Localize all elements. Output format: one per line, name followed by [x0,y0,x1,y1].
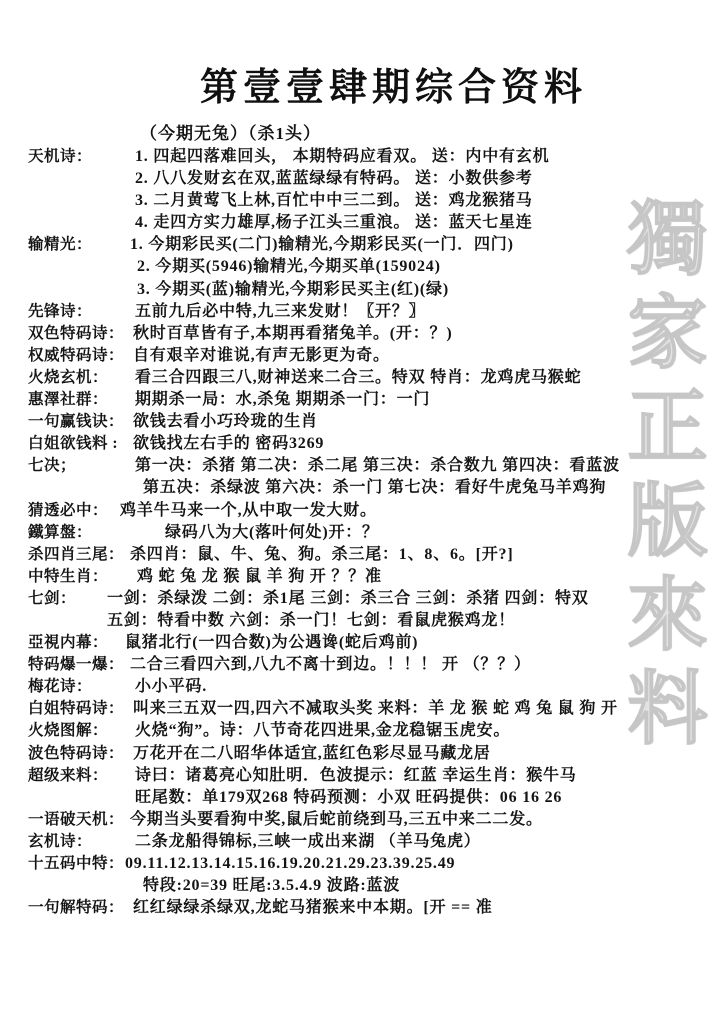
row-text: 二合三看四六到,八九不离十到边。！！！ 开 （？？） [130,656,531,674]
row-text: 杀四肖：鼠、牛、兔、狗。杀三尾：1、8、6。[开?] [130,545,514,563]
row-line [28,831,723,853]
row-line [28,411,723,433]
row-line [28,279,723,301]
row-label: 七剑： [28,589,77,607]
row-text: 五剑：特看中数 六剑：杀一门！七剑：看鼠虎猴鸡龙！ [107,611,516,629]
row-line [28,632,723,654]
row-label: 超级来料： [28,766,109,784]
row-line [28,522,723,544]
row-line [28,477,723,499]
row-label: 白姐欲钱料 : [28,435,119,453]
row-line [28,853,723,875]
row-label: 输精光： [28,236,93,254]
row-line [28,323,723,345]
row-line [28,146,723,168]
row-line [28,897,723,919]
row-line [28,168,723,190]
row-label: 特码爆一爆： [28,656,125,674]
row-text: 第一决：杀猪 第二决：杀二尾 第三决：杀合数九 第四决：看蓝波 [135,457,620,475]
row-text: 4. 走四方实力雄厚,杨子江头三重浪。 送：蓝天七星连 [135,214,533,232]
row-line [28,809,723,831]
row-label: 梅花诗： [28,678,93,696]
row-label: 火烧图解： [28,722,109,740]
row-line [28,301,723,323]
row-text: 秋时百草皆有子,本期再看猪兔羊。(开：？) [133,324,453,342]
row-label: 中特生肖： [28,567,109,585]
row-text: 万花开在二八昭华体适宜,蓝红色彩尽显马藏龙居 [133,744,491,762]
row-label: 玄机诗： [28,832,93,850]
page-title: 第壹壹肆期综合资料 [199,67,587,109]
row-line [28,389,723,411]
row-label: 惠澤社群： [28,391,109,409]
row-label: 白姐特码诗： [28,700,125,718]
row-label: 亞視内幕： [28,634,109,652]
row-line [28,500,723,522]
row-text: 二条龙船得锦标,三峡一成出来湖 （羊马兔虎） [135,832,481,850]
row-line [28,765,723,787]
row-line [28,345,723,367]
page-subtitle: （今期无兔）（杀1头） [140,124,321,143]
row-label: 双色特码诗： [28,324,125,342]
row-text: 09.11.12.13.14.15.16.19.20.21.29.23.39.25.49 [125,855,456,872]
row-text: 绿码八为大(落叶何处)开：？ [165,523,379,541]
row-text: 自有艰辛对谁说,有声无影更为奇。 [133,346,390,364]
row-text: 鼠猪北行(一四合数)为公遇谗(蛇后鸡前) [125,634,419,652]
row-text: 小小平码. [135,678,208,696]
row-text: 今期当头要看狗中奖,鼠后蛇前绕到马,三五中来二二发。 [130,810,543,828]
content-rows [28,146,723,919]
row-text: 期期杀一局：水,杀兔 期期杀一门：一门 [135,391,431,409]
row-line [28,544,723,566]
row-line [28,610,723,632]
row-text: 1. 四起四落难回头， 本期特码应看双。 送：内中有玄机 [135,148,550,165]
row-line [28,720,723,742]
row-label: 杀四肖三尾： [28,545,125,563]
row-label: 一语破天机： [28,810,125,828]
row-text: 看三合四跟三八,财神送来二合三。特双 特肖：龙鸡虎马猴蛇 [135,368,582,386]
row-line [28,654,723,676]
row-text: 一剑：杀绿泼 二剑：杀1尾 三剑：杀三合 三剑：杀猪 四剑：特双 [107,589,589,607]
row-text: 1. 今期彩民买(二门)输精光,今期彩民买(一门．四门) [130,236,514,254]
row-text: 特段:20=39 旺尾:3.5.4.9 波路:蓝波 [143,877,401,895]
row-label: 先锋诗： [28,302,93,320]
row-line [28,566,723,588]
row-text: 红红绿绿杀绿双,龙蛇马猪猴来中本期。[开 == 准 [133,899,493,917]
row-text: 火烧“狗”。诗：八节奇花四进果,金龙稳锯玉虎安。 [135,722,511,740]
row-line [28,698,723,720]
row-line [28,588,723,610]
row-label: 火烧玄机： [28,368,109,386]
row-label: 一句解特码： [28,899,125,917]
row-text: 第五决：杀绿波 第六决：杀一门 第七决：看好牛虎兔马羊鸡狗 [143,479,607,497]
row-text: 五前九后必中特,九三来发财！〖开？〗 [135,302,426,320]
row-text: 欲钱找左右手的 密码3269 [133,435,325,453]
row-text: 2. 今期买(5946)输精光,今期买单(159024) [137,258,441,276]
watermark-text: 獨家正版來料 [615,196,703,760]
row-label: 权威特码诗： [28,346,125,364]
row-text: 鸡羊牛马来一个,从中取一发大财。 [120,501,377,519]
row-text: 欲钱去看小巧玲珑的生肖 [133,413,318,431]
row-line [28,234,723,256]
row-line [28,367,723,389]
row-text: 诗曰：诸葛亮心知肚明．色波提示：红蓝 幸运生肖：猴牛马 [135,766,577,784]
row-line [28,212,723,234]
row-text: 3. 今期买(蓝)输精光,今期彩民买主(红)(绿) [137,280,449,298]
row-line [28,190,723,212]
row-label: 十五码中特： [28,855,125,872]
row-label: 鐵算盤： [28,523,93,541]
row-label: 一句赢钱诀： [28,413,125,431]
row-text: 鸡 蛇 兔 龙 猴 鼠 羊 狗 开 ？？准 [137,567,382,585]
row-line [28,433,723,455]
row-text: 3. 二月黄莺飞上林,百忙中中三二到。 送：鸡龙猴猪马 [135,192,533,210]
row-text: 叫来三五双一四,四六不减取头奖 来料：羊 龙 猴 蛇 鸡 兔 鼠 狗 开 [133,700,618,718]
row-label: 波色特码诗： [28,744,125,762]
row-line [28,256,723,278]
row-line [28,875,723,897]
row-line [28,787,723,809]
row-line [28,455,723,477]
row-line [28,743,723,765]
row-label: 天机诗： [28,148,93,165]
row-line [28,676,723,698]
row-label: 猜透必中： [28,501,109,519]
row-text: 2. 八八发财玄在双,蓝蓝绿绿有特码。 送：小数供参考 [135,170,533,188]
row-label: 七决； [28,457,77,475]
row-text: 旺尾数：单179双268 特码预测：小双 旺码提供：06 16 26 [135,788,563,806]
